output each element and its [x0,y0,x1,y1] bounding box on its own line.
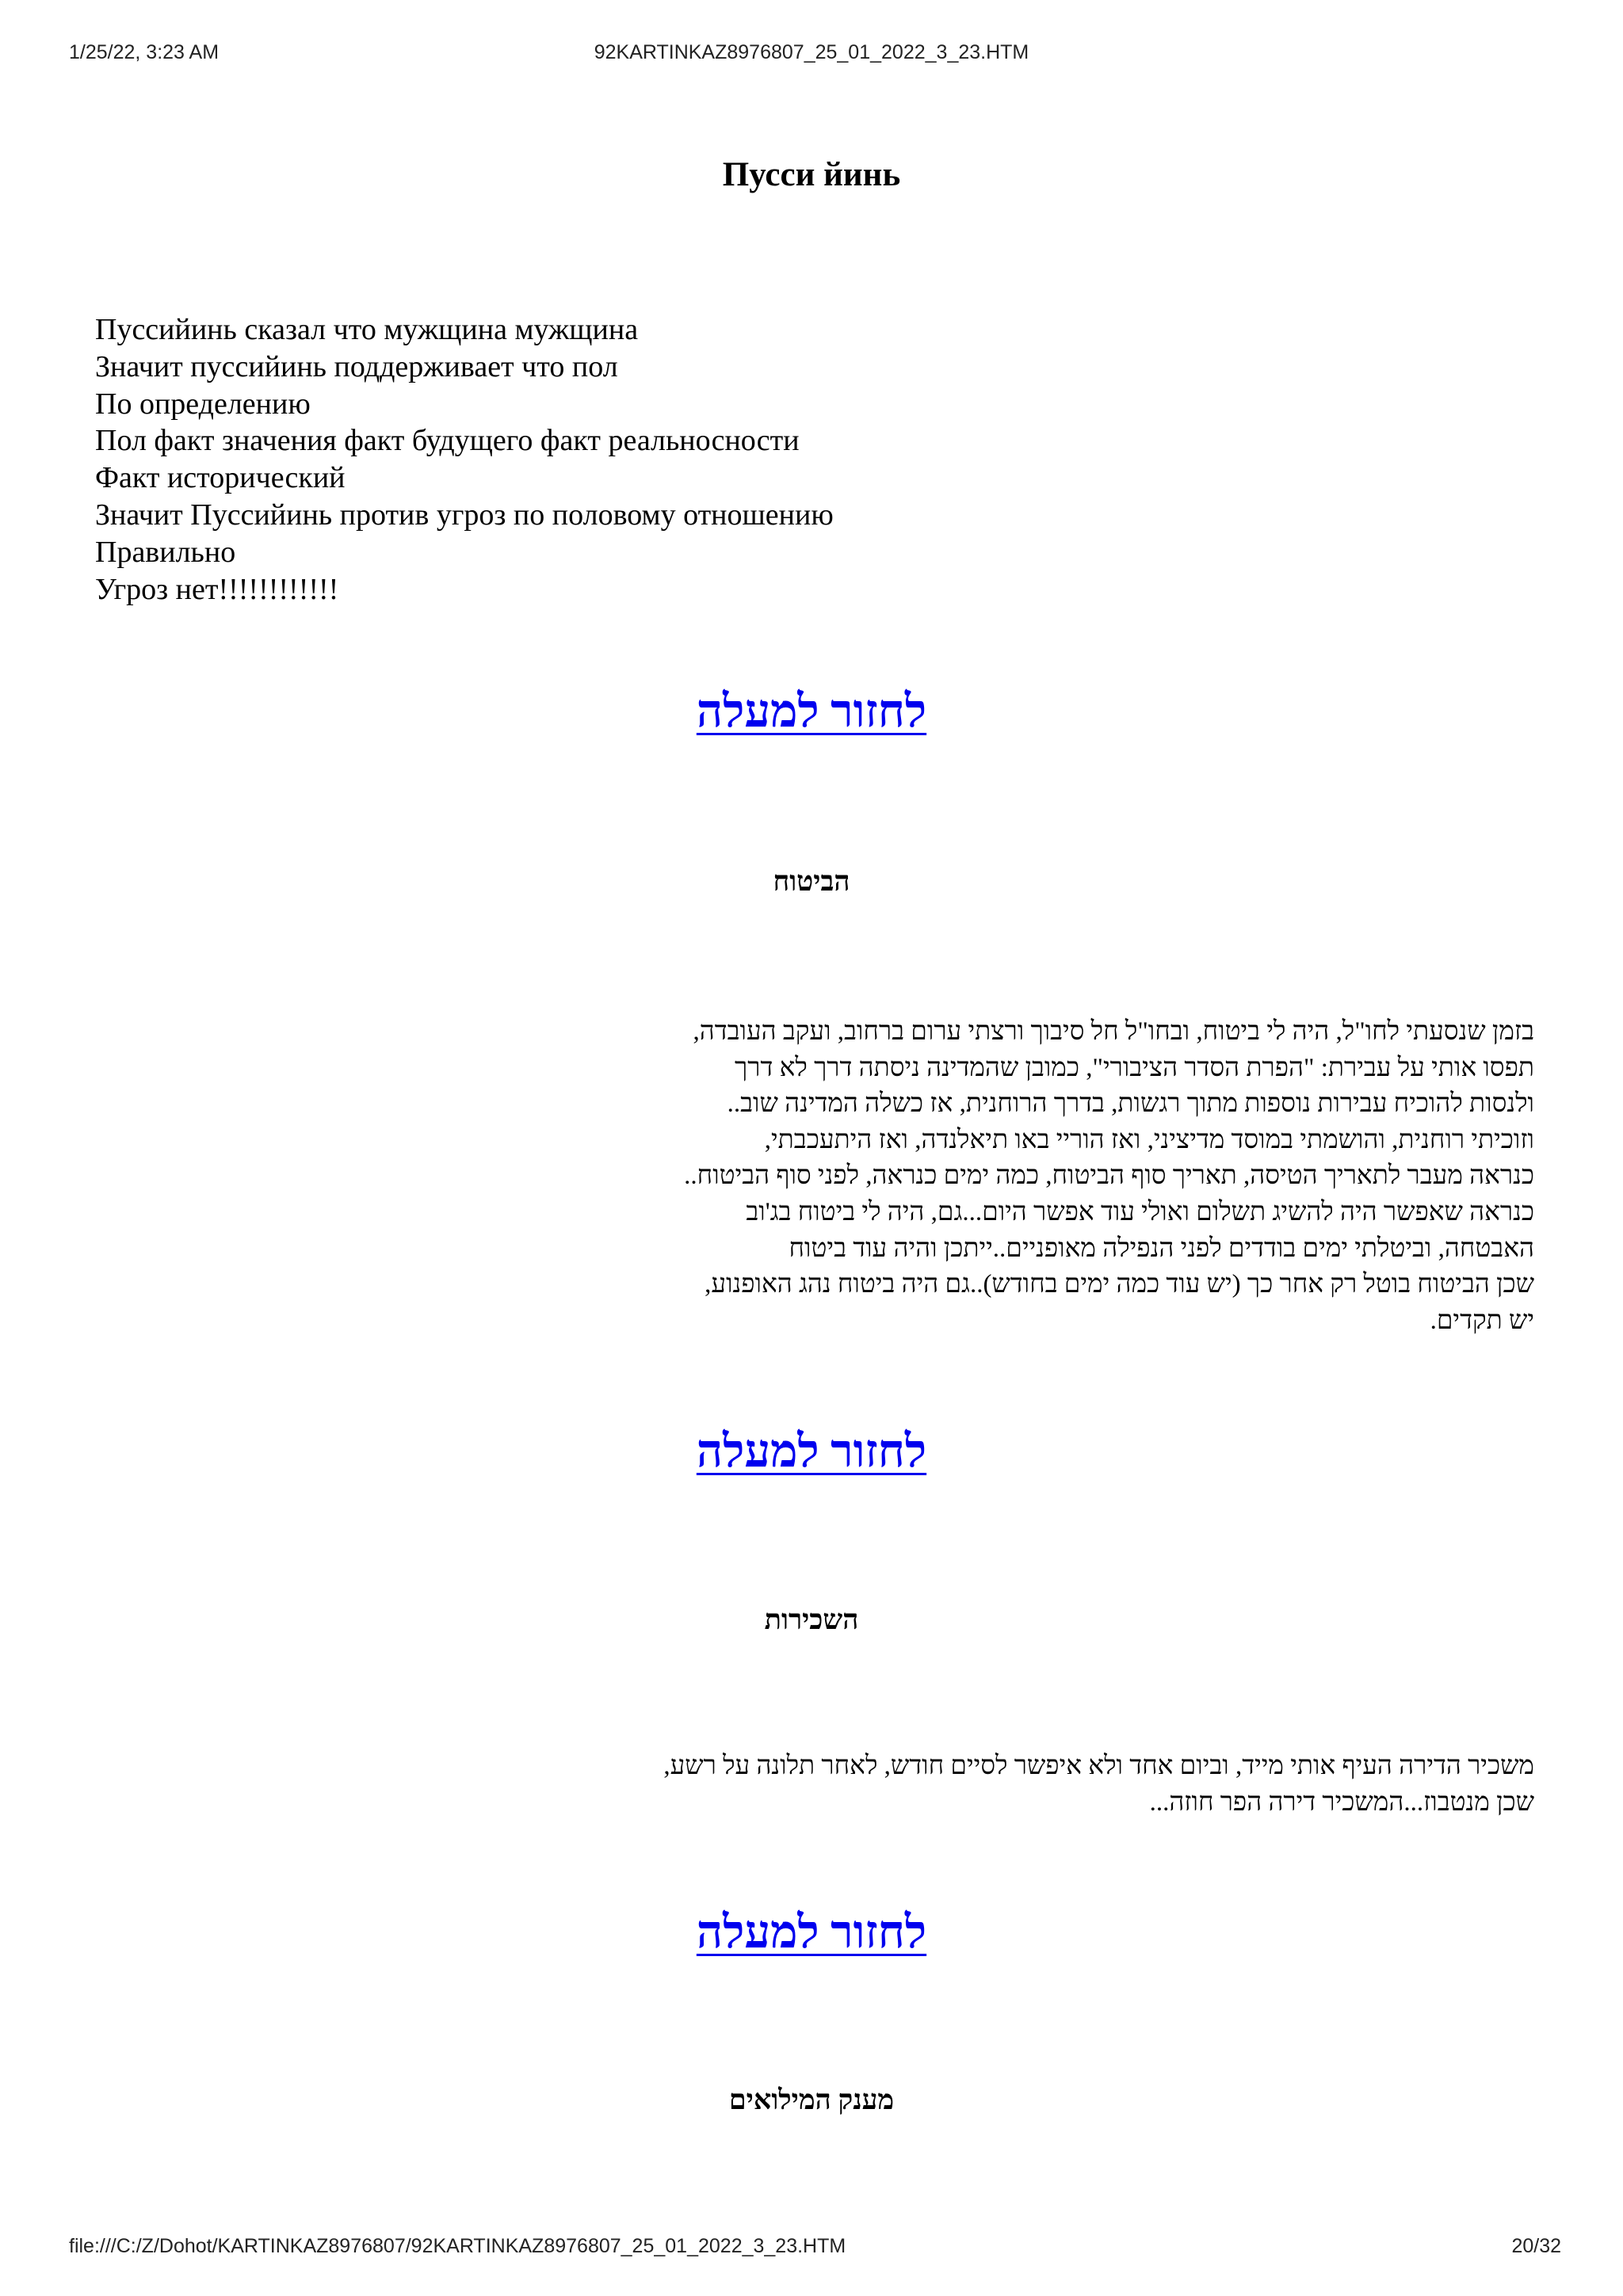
russian-paragraph [95,311,834,608]
text-line: ולנסות להוכיח עבירות נוספות מתוך רגשות, בדרך הרוחנית, אז כשלה המדינה שוב.. [727,1089,1534,1119]
text-line: בזמן שנסעתי לחו"ל, היה לי ביטוח, ובחו"ל חל סיבוך ורצתי ערום ברחוב, ועקב העובדה, [693,1017,1534,1046]
rental-paragraph [663,1749,1534,1821]
text-line: תפסו אותי על עבירת: "הפרת הסדר הציבורי", כמובן שהמדינה ניסתה דרך לא דרך [735,1053,1534,1082]
text-line: Значит Пуссийинь против угроз по половому отношению [95,498,834,532]
text-line: יש תקדים. [1430,1306,1534,1335]
section-title-insurance: הביטוח [773,866,850,897]
text-line: Пуссийинь сказал что мужщина мужщина [95,313,639,346]
back-to-top-container [0,1905,1623,1958]
section-title-reserve-grant: מענק המילואים [728,2084,895,2115]
print-header-filename: 92KARTINKAZ8976807_25_01_2022_3_23.HTM [594,41,1029,63]
back-to-top-container [0,685,1623,738]
print-header-date: 1/25/22, 3:23 AM [69,41,220,63]
print-footer-page-number: 20/32 [1511,2235,1561,2257]
back-to-top-container [0,1425,1623,1478]
text-line: משכיר הדירה העיף אותי מייד, וביום אחד ולא איפשר לסיים חודש, לאחר תלונה על רשע, [663,1752,1534,1780]
back-to-top-link[interactable]: לחזור למעלה [696,685,927,737]
text-line: Факт исторический [95,461,346,495]
text-line: כנראה שאפשר היה להשיג תשלום ואולי עוד אפשר היום...גם, היה לי ביטוח בג'וב [746,1197,1534,1226]
text-line: Пол факт значения факт будущего факт реальносности [95,424,800,458]
back-to-top-link[interactable]: לחזור למעלה [696,1425,927,1477]
text-line: Угроз нет!!!!!!!!!!!! [95,572,339,606]
text-line: שכן הביטוח בוטל רק אחר כך (יש עוד כמה ימים בחודש)..גם היה ביטוח נהג האופנוע, [705,1270,1534,1299]
text-line: שכן מנטבוז...המשכיר דירה הפר חוזה... [1149,1787,1534,1817]
text-line: וזוכיתי רוחנית, והושמתי במוסד מדיציני, ואז הוריי באו תיאלנדה, ואז היתעכבתי, [764,1125,1534,1154]
text-line: Значит пуссийинь поддерживает что пол [95,349,618,383]
back-to-top-link[interactable]: לחזור למעלה [696,1906,927,1958]
text-line: כנראה מעבר לתאריך הטיסה, תאריך סוף הביטוח, כמה ימים כנראה, לפני סוף הביטוח.. [684,1161,1534,1191]
print-footer-path: file:///C:/Z/Dohot/KARTINKAZ8976807/92KARTINKAZ8976807_25_01_2022_3_23.HTM [69,2235,846,2257]
text-line: Правильно [95,535,236,569]
section-title-pussy-yin: Пусси йинь [722,156,901,193]
insurance-paragraph [684,1014,1534,1339]
text-line: האבטחה, וביטלתי ימים בודדים לפני הנפילה מאופניים..ייתכן והיה עוד ביטוח [789,1234,1534,1263]
text-line: По определению [95,387,311,421]
section-title-rental: השכירות [764,1604,859,1635]
